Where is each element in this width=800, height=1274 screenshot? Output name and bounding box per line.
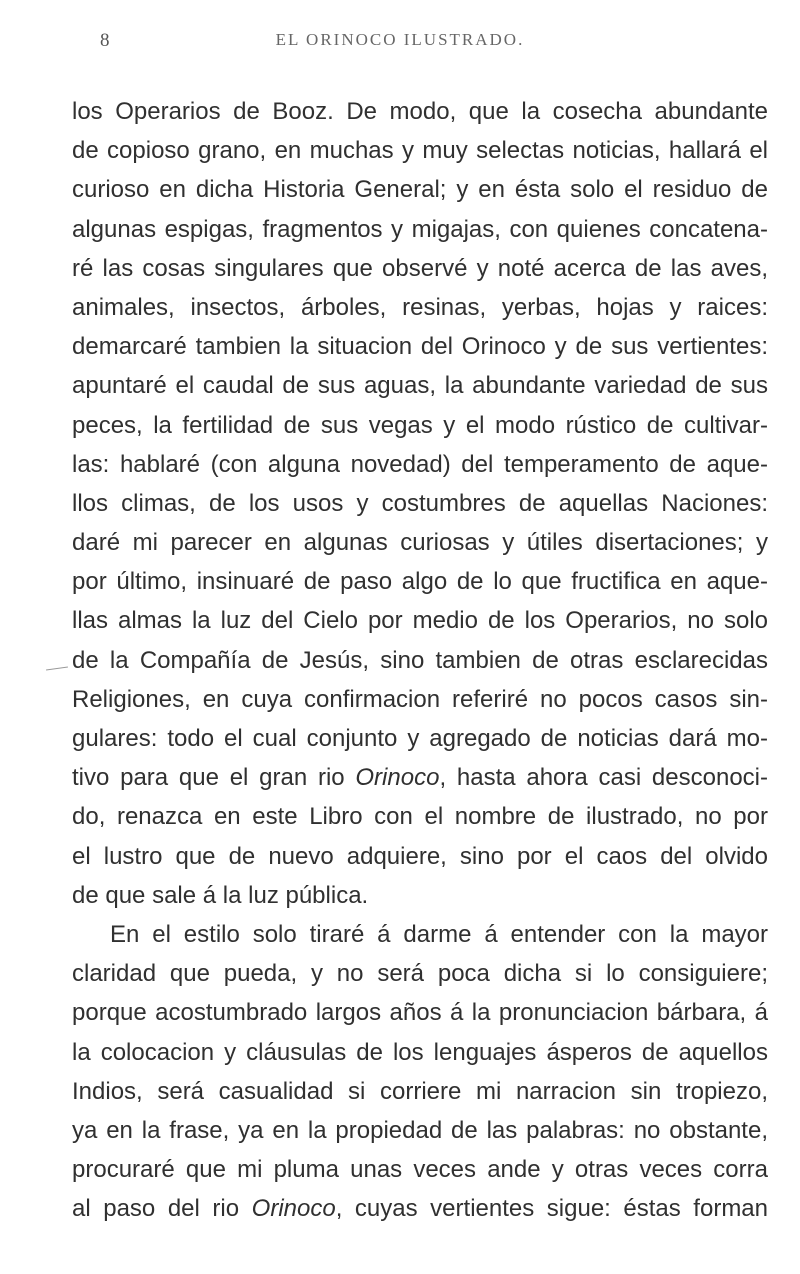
text-line: [72, 562, 768, 601]
text-line: [72, 719, 768, 758]
text-line-content: ré las cosas singulares que observé y noté acerca de las aves,: [72, 254, 768, 282]
text-line: [72, 680, 768, 719]
text-line: [72, 327, 768, 366]
text-line-content: los Operarios de Booz. De modo, que la cosecha abundante: [72, 98, 768, 125]
text-line-content: la colocacion y cláusulas de los lenguajes ásperos de aquellos: [72, 1038, 768, 1066]
text-line-content: daré mi parecer en algunas curiosas y útiles disertaciones; y: [72, 529, 768, 557]
text-line-content: gulares: todo el cual conjunto y agregado de noticias dará mo-: [72, 725, 768, 752]
text-line-content: de copioso grano, en muchas y muy selectas noticias, hallará el: [72, 137, 768, 165]
text-line: [72, 993, 768, 1032]
text-line-continuation: , cuyas vertientes sigue: éstas forman: [335, 1195, 768, 1223]
text-line-continuation: , hasta ahora casi desconoci-: [439, 764, 768, 792]
text-line-content: porque acostumbrado largos años á la pronunciacion bárbara, á: [72, 999, 768, 1027]
text-line: [72, 758, 768, 797]
text-line: [72, 249, 768, 288]
text-line: [72, 954, 768, 993]
text-line: [72, 876, 768, 915]
text-line-content: las: hablaré (con alguna novedad) del temperamento de aque-: [72, 450, 768, 478]
text-line-content: demarcaré tambien la situacion del Orinoco y de sus vertientes:: [72, 333, 768, 361]
text-line: [72, 484, 768, 523]
text-line-content: claridad que pueda, y no será poca dicha si lo consiguiere;: [72, 960, 768, 988]
text-line: [72, 601, 768, 640]
text-line: [72, 1111, 768, 1150]
text-line-content: apuntaré el caudal de sus aguas, la abundante variedad de sus: [72, 372, 768, 400]
margin-pencil-mark: [46, 666, 68, 670]
text-line: [72, 1150, 768, 1189]
text-line: [72, 915, 768, 954]
text-line: [72, 406, 768, 445]
text-line-content: de la Compañía de Jesús, sino tambien de otras esclarecidas: [72, 646, 768, 674]
text-line-content: animales, insectos, árboles, resinas, yerbas, hojas y raices:: [72, 293, 768, 321]
text-line-content: de que sale á la luz pública.: [72, 881, 369, 909]
text-line-content: peces, la fertilidad de sus vegas y el modo rústico de cultivar-: [72, 411, 768, 439]
text-line: [72, 641, 768, 680]
text-line-content: el lustro que de nuevo adquiere, sino por el caos del olvido: [72, 842, 768, 870]
text-line: [72, 1189, 768, 1228]
text-line: [72, 288, 768, 327]
text-line-content: tivo para que el gran rio: [72, 764, 356, 792]
text-line-content: llas almas la luz del Cielo por medio de los Operarios, no solo: [72, 607, 768, 635]
text-line: [72, 837, 768, 876]
text-line: [72, 797, 768, 836]
italic-term: Orinoco: [251, 1195, 336, 1223]
text-line: [72, 445, 768, 484]
body-text: [72, 92, 768, 1228]
text-line: [72, 131, 768, 170]
text-line: [72, 210, 768, 249]
text-line-content: Indios, será casualidad si corriere mi narracion sin tropiezo,: [72, 1077, 768, 1105]
text-line-content: do, renazca en este Libro con el nombre de ilustrado, no por: [72, 803, 768, 831]
running-head: [0, 30, 800, 54]
text-line: [72, 92, 768, 131]
italic-term: Orinoco: [355, 764, 440, 792]
text-line-content: algunas espigas, fragmentos y migajas, con quienes concatena-: [72, 215, 768, 243]
text-line-content: ya en la frase, ya en la propiedad de las palabras: no obstante,: [72, 1116, 768, 1144]
text-line: [72, 1072, 768, 1111]
text-line-content: procuraré que mi pluma unas veces ande y otras veces corra: [72, 1156, 768, 1184]
text-line: [72, 366, 768, 405]
text-line-content: Religiones, en cuya confirmacion referiré no pocos casos sin-: [72, 685, 768, 713]
text-line: [72, 170, 768, 209]
text-line-content: al paso del rio: [72, 1195, 252, 1223]
text-line: [72, 1033, 768, 1072]
page-number: 8: [100, 30, 110, 51]
text-line-content: por último, insinuaré de paso algo de lo que fructifica en aque-: [72, 568, 768, 596]
book-title: EL ORINOCO ILUSTRADO.: [275, 30, 525, 49]
text-line-content: En el estilo solo tiraré á darme á entender con la mayor: [110, 920, 768, 948]
text-line-content: curioso en dicha Historia General; y en ésta solo el residuo de: [72, 176, 768, 204]
text-line: [72, 523, 768, 562]
text-line-content: llos climas, de los usos y costumbres de aquellas Naciones:: [72, 489, 768, 517]
